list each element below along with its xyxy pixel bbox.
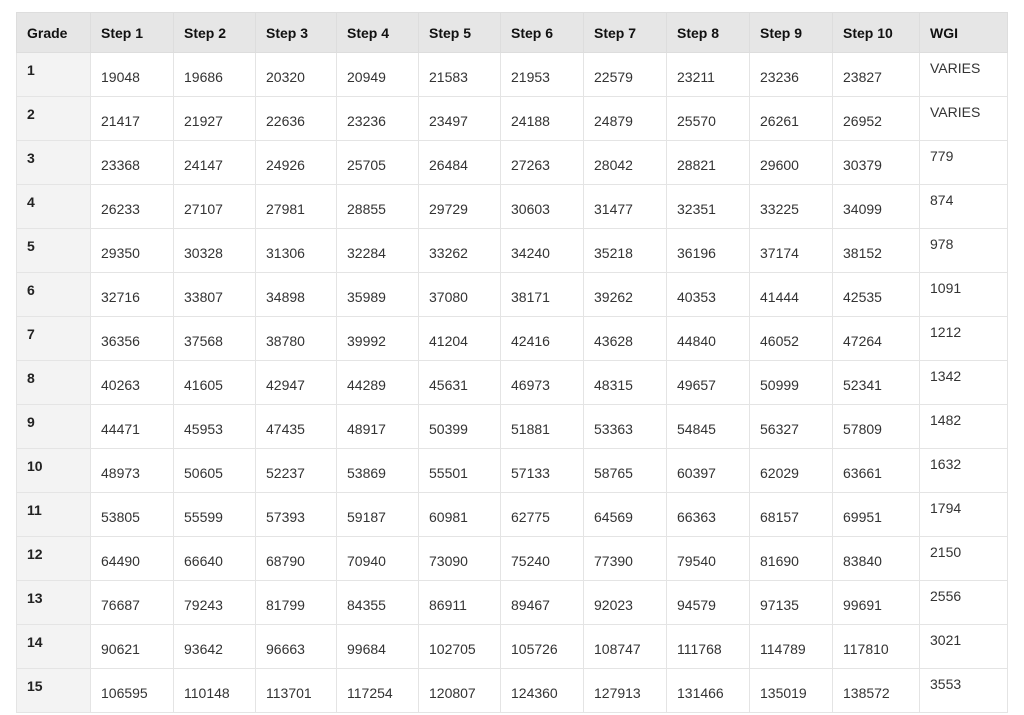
step-cell: 31477 [584,185,667,229]
step-cell: 48973 [91,449,174,493]
step-cell: 34898 [256,273,337,317]
table-row [17,449,1008,493]
step-cell: 37568 [174,317,256,361]
pay-table-container [16,12,1007,713]
column-header: Step 6 [501,13,584,53]
step-cell: 38171 [501,273,584,317]
step-cell: 110148 [174,669,256,713]
table-row [17,625,1008,669]
grade-cell: 3 [17,141,91,185]
step-cell: 59187 [337,493,419,537]
step-cell: 25705 [337,141,419,185]
step-cell: 93642 [174,625,256,669]
step-cell: 114789 [750,625,833,669]
column-header: Step 5 [419,13,501,53]
step-cell: 53805 [91,493,174,537]
step-cell: 19048 [91,53,174,97]
step-cell: 26484 [419,141,501,185]
step-cell: 108747 [584,625,667,669]
wgi-cell: 978 [920,229,1008,273]
step-cell: 46973 [501,361,584,405]
step-cell: 57133 [501,449,584,493]
wgi-cell: 2150 [920,537,1008,581]
step-cell: 28821 [667,141,750,185]
step-cell: 117810 [833,625,920,669]
step-cell: 50999 [750,361,833,405]
step-cell: 57809 [833,405,920,449]
table-row [17,185,1008,229]
step-cell: 19686 [174,53,256,97]
step-cell: 36356 [91,317,174,361]
step-cell: 58765 [584,449,667,493]
table-body [17,53,1008,713]
grade-cell: 6 [17,273,91,317]
step-cell: 29350 [91,229,174,273]
grade-cell: 7 [17,317,91,361]
column-header: WGI [920,13,1008,53]
grade-cell: 9 [17,405,91,449]
step-cell: 29729 [419,185,501,229]
step-cell: 51881 [501,405,584,449]
step-cell: 81799 [256,581,337,625]
wgi-cell: 1482 [920,405,1008,449]
step-cell: 60981 [419,493,501,537]
step-cell: 66640 [174,537,256,581]
step-cell: 25570 [667,97,750,141]
step-cell: 37174 [750,229,833,273]
step-cell: 83840 [833,537,920,581]
wgi-cell: VARIES [920,97,1008,141]
step-cell: 68790 [256,537,337,581]
step-cell: 97135 [750,581,833,625]
step-cell: 62029 [750,449,833,493]
step-cell: 27107 [174,185,256,229]
step-cell: 43628 [584,317,667,361]
step-cell: 32716 [91,273,174,317]
header-row [17,13,1008,53]
step-cell: 57393 [256,493,337,537]
step-cell: 21953 [501,53,584,97]
step-cell: 23827 [833,53,920,97]
step-cell: 64569 [584,493,667,537]
wgi-cell: 779 [920,141,1008,185]
step-cell: 111768 [667,625,750,669]
step-cell: 53363 [584,405,667,449]
wgi-cell: VARIES [920,53,1008,97]
step-cell: 48917 [337,405,419,449]
step-cell: 23497 [419,97,501,141]
step-cell: 32351 [667,185,750,229]
step-cell: 23236 [750,53,833,97]
step-cell: 66363 [667,493,750,537]
step-cell: 24926 [256,141,337,185]
step-cell: 55599 [174,493,256,537]
table-row [17,229,1008,273]
table-row [17,97,1008,141]
step-cell: 117254 [337,669,419,713]
step-cell: 106595 [91,669,174,713]
step-cell: 44471 [91,405,174,449]
step-cell: 39262 [584,273,667,317]
step-cell: 76687 [91,581,174,625]
step-cell: 40263 [91,361,174,405]
step-cell: 77390 [584,537,667,581]
step-cell: 26261 [750,97,833,141]
step-cell: 73090 [419,537,501,581]
step-cell: 81690 [750,537,833,581]
step-cell: 124360 [501,669,584,713]
step-cell: 32284 [337,229,419,273]
wgi-cell: 1632 [920,449,1008,493]
step-cell: 45953 [174,405,256,449]
table-row [17,317,1008,361]
step-cell: 50399 [419,405,501,449]
table-row [17,273,1008,317]
wgi-cell: 874 [920,185,1008,229]
step-cell: 30603 [501,185,584,229]
step-cell: 52341 [833,361,920,405]
step-cell: 64490 [91,537,174,581]
column-header: Step 7 [584,13,667,53]
step-cell: 89467 [501,581,584,625]
step-cell: 44289 [337,361,419,405]
step-cell: 28855 [337,185,419,229]
column-header: Step 10 [833,13,920,53]
step-cell: 40353 [667,273,750,317]
table-row [17,405,1008,449]
column-header: Step 9 [750,13,833,53]
grade-cell: 12 [17,537,91,581]
step-cell: 105726 [501,625,584,669]
table-row [17,537,1008,581]
step-cell: 33807 [174,273,256,317]
step-cell: 20320 [256,53,337,97]
step-cell: 102705 [419,625,501,669]
step-cell: 63661 [833,449,920,493]
column-header: Step 3 [256,13,337,53]
wgi-cell: 1091 [920,273,1008,317]
step-cell: 70940 [337,537,419,581]
grade-cell: 2 [17,97,91,141]
grade-cell: 15 [17,669,91,713]
wgi-cell: 2556 [920,581,1008,625]
step-cell: 22636 [256,97,337,141]
wgi-cell: 1342 [920,361,1008,405]
wgi-cell: 3553 [920,669,1008,713]
step-cell: 36196 [667,229,750,273]
step-cell: 99684 [337,625,419,669]
column-header: Step 8 [667,13,750,53]
table-row [17,53,1008,97]
step-cell: 79540 [667,537,750,581]
step-cell: 35218 [584,229,667,273]
step-cell: 41605 [174,361,256,405]
step-cell: 135019 [750,669,833,713]
step-cell: 75240 [501,537,584,581]
wgi-cell: 3021 [920,625,1008,669]
step-cell: 22579 [584,53,667,97]
step-cell: 20949 [337,53,419,97]
step-cell: 53869 [337,449,419,493]
step-cell: 86911 [419,581,501,625]
table-row [17,669,1008,713]
step-cell: 99691 [833,581,920,625]
column-header: Grade [17,13,91,53]
step-cell: 55501 [419,449,501,493]
step-cell: 96663 [256,625,337,669]
step-cell: 90621 [91,625,174,669]
step-cell: 23368 [91,141,174,185]
step-cell: 48315 [584,361,667,405]
step-cell: 21927 [174,97,256,141]
column-header: Step 2 [174,13,256,53]
step-cell: 50605 [174,449,256,493]
wgi-cell: 1212 [920,317,1008,361]
pay-scale-table [16,12,1008,713]
table-row [17,361,1008,405]
step-cell: 47435 [256,405,337,449]
table-header [17,13,1008,53]
step-cell: 42416 [501,317,584,361]
step-cell: 27981 [256,185,337,229]
step-cell: 62775 [501,493,584,537]
step-cell: 45631 [419,361,501,405]
step-cell: 131466 [667,669,750,713]
column-header: Step 4 [337,13,419,53]
step-cell: 38780 [256,317,337,361]
grade-cell: 4 [17,185,91,229]
grade-cell: 13 [17,581,91,625]
step-cell: 94579 [667,581,750,625]
step-cell: 33225 [750,185,833,229]
step-cell: 56327 [750,405,833,449]
step-cell: 49657 [667,361,750,405]
step-cell: 27263 [501,141,584,185]
step-cell: 42535 [833,273,920,317]
step-cell: 31306 [256,229,337,273]
step-cell: 21417 [91,97,174,141]
step-cell: 46052 [750,317,833,361]
grade-cell: 14 [17,625,91,669]
step-cell: 34240 [501,229,584,273]
step-cell: 30328 [174,229,256,273]
step-cell: 54845 [667,405,750,449]
grade-cell: 11 [17,493,91,537]
grade-cell: 1 [17,53,91,97]
step-cell: 29600 [750,141,833,185]
step-cell: 44840 [667,317,750,361]
step-cell: 26952 [833,97,920,141]
table-row [17,141,1008,185]
step-cell: 21583 [419,53,501,97]
table-row [17,581,1008,625]
grade-cell: 8 [17,361,91,405]
step-cell: 120807 [419,669,501,713]
grade-cell: 5 [17,229,91,273]
step-cell: 113701 [256,669,337,713]
step-cell: 52237 [256,449,337,493]
step-cell: 26233 [91,185,174,229]
step-cell: 138572 [833,669,920,713]
column-header: Step 1 [91,13,174,53]
step-cell: 37080 [419,273,501,317]
step-cell: 60397 [667,449,750,493]
step-cell: 24147 [174,141,256,185]
table-row [17,493,1008,537]
step-cell: 69951 [833,493,920,537]
step-cell: 24188 [501,97,584,141]
step-cell: 42947 [256,361,337,405]
step-cell: 41204 [419,317,501,361]
step-cell: 127913 [584,669,667,713]
step-cell: 28042 [584,141,667,185]
step-cell: 35989 [337,273,419,317]
step-cell: 47264 [833,317,920,361]
step-cell: 33262 [419,229,501,273]
step-cell: 68157 [750,493,833,537]
step-cell: 34099 [833,185,920,229]
step-cell: 39992 [337,317,419,361]
step-cell: 23211 [667,53,750,97]
grade-cell: 10 [17,449,91,493]
step-cell: 41444 [750,273,833,317]
step-cell: 79243 [174,581,256,625]
step-cell: 84355 [337,581,419,625]
step-cell: 23236 [337,97,419,141]
step-cell: 24879 [584,97,667,141]
step-cell: 38152 [833,229,920,273]
wgi-cell: 1794 [920,493,1008,537]
step-cell: 92023 [584,581,667,625]
step-cell: 30379 [833,141,920,185]
